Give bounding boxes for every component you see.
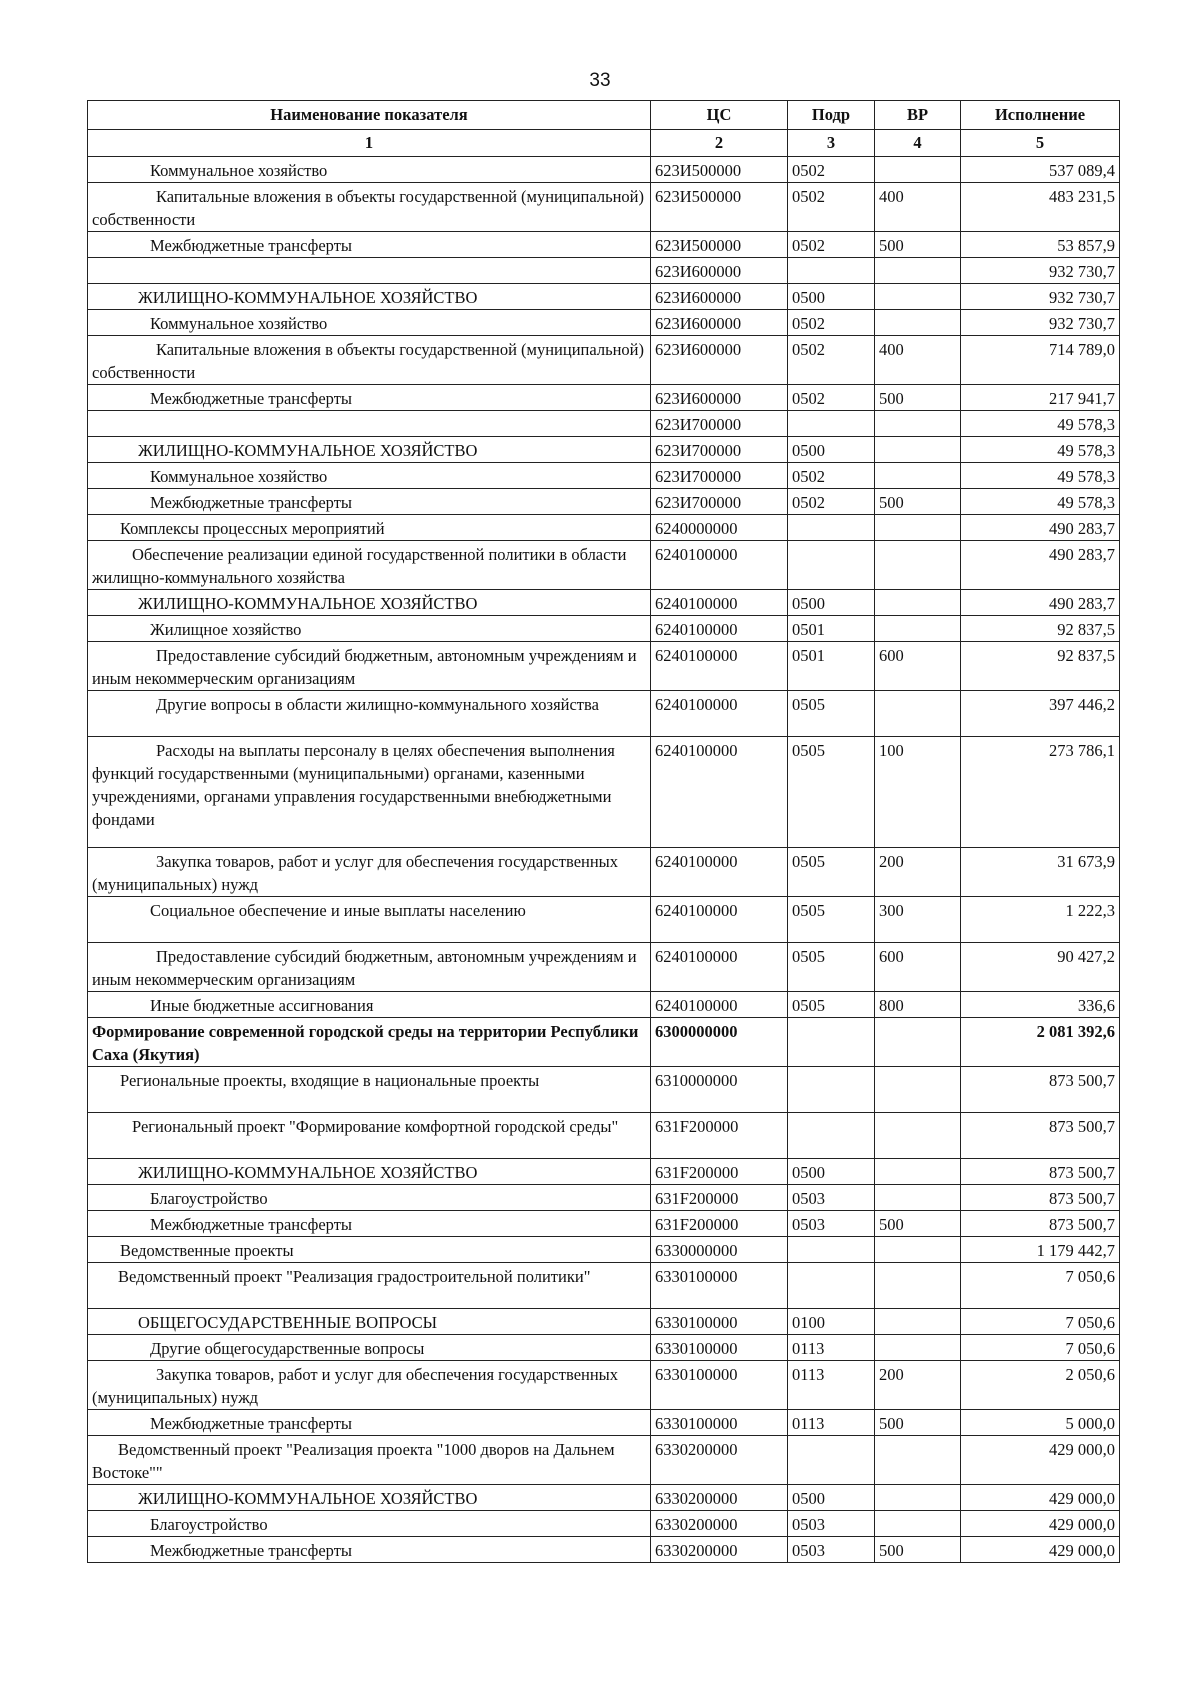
table-row: [88, 1309, 1120, 1335]
row-name-cell: Межбюджетные трансферты: [88, 489, 651, 515]
row-ex-cell: 397 446,2: [961, 691, 1120, 737]
row-name-cell: Другие общегосударственные вопросы: [88, 1335, 651, 1361]
table-row: [88, 385, 1120, 411]
row-pod-cell: 0502: [788, 463, 875, 489]
row-name-cell: Другие вопросы в области жилищно-коммунального хозяйства: [88, 691, 651, 737]
row-cs-cell: 631F200000: [651, 1185, 788, 1211]
row-name-cell: [88, 258, 651, 284]
table-row: [88, 1159, 1120, 1185]
row-vr-cell: [875, 590, 961, 616]
row-vr-cell: [875, 1485, 961, 1511]
row-cs-cell: 631F200000: [651, 1211, 788, 1237]
row-cs-cell: 6240000000: [651, 515, 788, 541]
row-cs-cell: 6330100000: [651, 1309, 788, 1335]
row-ex-cell: 932 730,7: [961, 258, 1120, 284]
table-row: [88, 590, 1120, 616]
row-pod-cell: 0502: [788, 310, 875, 336]
row-ex-cell: 49 578,3: [961, 411, 1120, 437]
row-ex-cell: 873 500,7: [961, 1113, 1120, 1159]
row-name-cell: Капитальные вложения в объекты государственной (муниципальной) собственности: [88, 183, 651, 232]
row-ex-cell: 429 000,0: [961, 1511, 1120, 1537]
table-row: [88, 489, 1120, 515]
table-row: [88, 1263, 1120, 1309]
row-cs-cell: 6330200000: [651, 1436, 788, 1485]
header-num-4: 4: [875, 130, 961, 157]
row-cs-cell: 623И700000: [651, 411, 788, 437]
row-pod-cell: 0505: [788, 943, 875, 992]
row-pod-cell: [788, 1018, 875, 1067]
row-cs-cell: 6240100000: [651, 541, 788, 590]
row-name-cell: Формирование современной городской среды на территории Республики Саха (Якутия): [88, 1018, 651, 1067]
row-ex-cell: 873 500,7: [961, 1185, 1120, 1211]
row-pod-cell: 0113: [788, 1361, 875, 1410]
row-pod-cell: 0503: [788, 1211, 875, 1237]
row-ex-cell: 53 857,9: [961, 232, 1120, 258]
row-pod-cell: 0502: [788, 385, 875, 411]
row-name-cell: Благоустройство: [88, 1185, 651, 1211]
row-pod-cell: [788, 515, 875, 541]
table-row: [88, 1485, 1120, 1511]
row-name-cell: Социальное обеспечение и иные выплаты населению: [88, 897, 651, 943]
row-ex-cell: 714 789,0: [961, 336, 1120, 385]
row-pod-cell: 0100: [788, 1309, 875, 1335]
row-pod-cell: 0113: [788, 1335, 875, 1361]
row-ex-cell: 429 000,0: [961, 1537, 1120, 1563]
row-ex-cell: 90 427,2: [961, 943, 1120, 992]
row-name-cell: Закупка товаров, работ и услуг для обеспечения государственных (муниципальных) нужд: [88, 848, 651, 897]
table-row: [88, 515, 1120, 541]
row-cs-cell: 631F200000: [651, 1113, 788, 1159]
row-pod-cell: 0505: [788, 848, 875, 897]
header-pod: Подр: [788, 101, 875, 130]
row-name-cell: Межбюджетные трансферты: [88, 232, 651, 258]
row-vr-cell: 200: [875, 1361, 961, 1410]
row-vr-cell: 400: [875, 183, 961, 232]
row-ex-cell: 490 283,7: [961, 515, 1120, 541]
table-row: [88, 284, 1120, 310]
row-cs-cell: 6330200000: [651, 1485, 788, 1511]
table-row: [88, 642, 1120, 691]
row-ex-cell: 429 000,0: [961, 1485, 1120, 1511]
row-name-cell: Коммунальное хозяйство: [88, 310, 651, 336]
row-ex-cell: 2 081 392,6: [961, 1018, 1120, 1067]
row-name-cell: Ведомственный проект "Реализация градостроительной политики": [88, 1263, 651, 1309]
row-vr-cell: 500: [875, 385, 961, 411]
table-row: [88, 1067, 1120, 1113]
row-pod-cell: 0505: [788, 992, 875, 1018]
row-cs-cell: 623И600000: [651, 336, 788, 385]
row-vr-cell: 200: [875, 848, 961, 897]
row-vr-cell: [875, 1018, 961, 1067]
row-cs-cell: 6240100000: [651, 590, 788, 616]
row-pod-cell: 0500: [788, 284, 875, 310]
row-pod-cell: [788, 258, 875, 284]
row-vr-cell: [875, 463, 961, 489]
table-row: [88, 183, 1120, 232]
table-row: [88, 943, 1120, 992]
table-row: [88, 737, 1120, 848]
row-pod-cell: 0502: [788, 183, 875, 232]
row-pod-cell: [788, 411, 875, 437]
row-name-cell: Обеспечение реализации единой государственной политики в области жилищно-коммунального хозяйства: [88, 541, 651, 590]
row-vr-cell: [875, 691, 961, 737]
header-num-2: 2: [651, 130, 788, 157]
row-cs-cell: 6240100000: [651, 943, 788, 992]
row-pod-cell: 0500: [788, 590, 875, 616]
row-vr-cell: 500: [875, 1410, 961, 1436]
table-row: [88, 1436, 1120, 1485]
row-ex-cell: 1 179 442,7: [961, 1237, 1120, 1263]
row-cs-cell: 6240100000: [651, 992, 788, 1018]
header-name: Наименование показателя: [88, 101, 651, 130]
row-cs-cell: 6330200000: [651, 1537, 788, 1563]
table-row: [88, 232, 1120, 258]
row-pod-cell: 0502: [788, 336, 875, 385]
row-pod-cell: 0503: [788, 1537, 875, 1563]
row-ex-cell: 483 231,5: [961, 183, 1120, 232]
row-name-cell: Благоустройство: [88, 1511, 651, 1537]
row-ex-cell: 49 578,3: [961, 489, 1120, 515]
row-ex-cell: 92 837,5: [961, 616, 1120, 642]
table-body: [88, 157, 1120, 1563]
row-vr-cell: 500: [875, 1537, 961, 1563]
row-name-cell: ЖИЛИЩНО-КОММУНАЛЬНОЕ ХОЗЯЙСТВО: [88, 437, 651, 463]
row-name-cell: Межбюджетные трансферты: [88, 385, 651, 411]
row-pod-cell: 0503: [788, 1185, 875, 1211]
row-ex-cell: 49 578,3: [961, 463, 1120, 489]
row-name-cell: Расходы на выплаты персоналу в целях обеспечения выполнения функций государственными (муниципальными) органами, казенными учреждениями, органами управления государственными внебюджетными фондами: [88, 737, 651, 848]
row-cs-cell: 6240100000: [651, 897, 788, 943]
row-cs-cell: 6310000000: [651, 1067, 788, 1113]
table-row: [88, 157, 1120, 183]
row-pod-cell: 0501: [788, 616, 875, 642]
row-pod-cell: 0501: [788, 642, 875, 691]
table-row: [88, 848, 1120, 897]
header-cs: ЦС: [651, 101, 788, 130]
row-vr-cell: 400: [875, 336, 961, 385]
table-row: [88, 1211, 1120, 1237]
budget-table: [87, 100, 1120, 1563]
row-ex-cell: 49 578,3: [961, 437, 1120, 463]
row-vr-cell: [875, 310, 961, 336]
row-ex-cell: 5 000,0: [961, 1410, 1120, 1436]
row-cs-cell: 623И700000: [651, 437, 788, 463]
header-num-5: 5: [961, 130, 1120, 157]
table-row: [88, 411, 1120, 437]
row-ex-cell: 2 050,6: [961, 1361, 1120, 1410]
row-pod-cell: [788, 1067, 875, 1113]
row-name-cell: ЖИЛИЩНО-КОММУНАЛЬНОЕ ХОЗЯЙСТВО: [88, 1485, 651, 1511]
row-name-cell: Комплексы процессных мероприятий: [88, 515, 651, 541]
row-pod-cell: 0503: [788, 1511, 875, 1537]
row-name-cell: Закупка товаров, работ и услуг для обеспечения государственных (муниципальных) нужд: [88, 1361, 651, 1410]
row-cs-cell: 6330100000: [651, 1263, 788, 1309]
row-cs-cell: 6240100000: [651, 737, 788, 848]
table-row: [88, 616, 1120, 642]
row-name-cell: ЖИЛИЩНО-КОММУНАЛЬНОЕ ХОЗЯЙСТВО: [88, 590, 651, 616]
row-ex-cell: 7 050,6: [961, 1309, 1120, 1335]
table-row: [88, 1185, 1120, 1211]
row-pod-cell: 0505: [788, 691, 875, 737]
row-ex-cell: 92 837,5: [961, 642, 1120, 691]
row-vr-cell: [875, 541, 961, 590]
row-vr-cell: 600: [875, 943, 961, 992]
row-ex-cell: 7 050,6: [961, 1263, 1120, 1309]
header-vr: ВР: [875, 101, 961, 130]
table-row: [88, 1113, 1120, 1159]
row-ex-cell: 490 283,7: [961, 590, 1120, 616]
row-name-cell: ОБЩЕГОСУДАРСТВЕННЫЕ ВОПРОСЫ: [88, 1309, 651, 1335]
row-vr-cell: [875, 284, 961, 310]
row-vr-cell: 500: [875, 1211, 961, 1237]
row-cs-cell: 623И600000: [651, 284, 788, 310]
row-cs-cell: 623И600000: [651, 310, 788, 336]
row-cs-cell: 623И600000: [651, 258, 788, 284]
table-row: [88, 437, 1120, 463]
row-name-cell: Жилищное хозяйство: [88, 616, 651, 642]
row-vr-cell: 500: [875, 489, 961, 515]
row-vr-cell: [875, 1436, 961, 1485]
row-name-cell: Иные бюджетные ассигнования: [88, 992, 651, 1018]
table-row: [88, 1410, 1120, 1436]
row-name-cell: Коммунальное хозяйство: [88, 157, 651, 183]
row-vr-cell: [875, 1159, 961, 1185]
row-pod-cell: 0505: [788, 737, 875, 848]
row-cs-cell: 631F200000: [651, 1159, 788, 1185]
row-pod-cell: 0505: [788, 897, 875, 943]
row-vr-cell: [875, 1335, 961, 1361]
row-vr-cell: [875, 1511, 961, 1537]
row-name-cell: Межбюджетные трансферты: [88, 1410, 651, 1436]
row-cs-cell: 6330000000: [651, 1237, 788, 1263]
row-cs-cell: 623И700000: [651, 463, 788, 489]
header-ex: Исполнение: [961, 101, 1120, 130]
row-ex-cell: 932 730,7: [961, 310, 1120, 336]
row-pod-cell: 0502: [788, 232, 875, 258]
row-ex-cell: 336,6: [961, 992, 1120, 1018]
table-row: [88, 310, 1120, 336]
row-vr-cell: [875, 1263, 961, 1309]
page-number: 33: [589, 70, 611, 91]
row-pod-cell: [788, 541, 875, 590]
row-cs-cell: 6240100000: [651, 848, 788, 897]
row-name-cell: Межбюджетные трансферты: [88, 1537, 651, 1563]
row-pod-cell: 0502: [788, 489, 875, 515]
row-name-cell: ЖИЛИЩНО-КОММУНАЛЬНОЕ ХОЗЯЙСТВО: [88, 284, 651, 310]
row-vr-cell: 600: [875, 642, 961, 691]
table-row: [88, 1335, 1120, 1361]
row-pod-cell: 0500: [788, 1159, 875, 1185]
row-vr-cell: [875, 616, 961, 642]
row-cs-cell: 6240100000: [651, 691, 788, 737]
row-name-cell: Капитальные вложения в объекты государственной (муниципальной) собственности: [88, 336, 651, 385]
table-row: [88, 992, 1120, 1018]
row-cs-cell: 623И500000: [651, 157, 788, 183]
row-name-cell: Региональный проект "Формирование комфортной городской среды": [88, 1113, 651, 1159]
table-header: [88, 101, 1120, 157]
row-name-cell: ЖИЛИЩНО-КОММУНАЛЬНОЕ ХОЗЯЙСТВО: [88, 1159, 651, 1185]
row-vr-cell: [875, 437, 961, 463]
row-name-cell: [88, 411, 651, 437]
row-ex-cell: 873 500,7: [961, 1159, 1120, 1185]
row-cs-cell: 6330200000: [651, 1511, 788, 1537]
row-pod-cell: [788, 1237, 875, 1263]
row-ex-cell: 537 089,4: [961, 157, 1120, 183]
row-name-cell: Ведомственный проект "Реализация проекта "1000 дворов на Дальнем Востоке"": [88, 1436, 651, 1485]
row-ex-cell: 429 000,0: [961, 1436, 1120, 1485]
row-vr-cell: 300: [875, 897, 961, 943]
table-row: [88, 1237, 1120, 1263]
row-pod-cell: 0113: [788, 1410, 875, 1436]
row-pod-cell: [788, 1263, 875, 1309]
row-vr-cell: [875, 157, 961, 183]
row-name-cell: Региональные проекты, входящие в национальные проекты: [88, 1067, 651, 1113]
row-ex-cell: 490 283,7: [961, 541, 1120, 590]
row-vr-cell: 500: [875, 232, 961, 258]
table-row: [88, 336, 1120, 385]
table-row: [88, 1511, 1120, 1537]
row-vr-cell: [875, 1185, 961, 1211]
row-ex-cell: 217 941,7: [961, 385, 1120, 411]
row-cs-cell: 6330100000: [651, 1361, 788, 1410]
header-num-1: 1: [88, 130, 651, 157]
table-row: [88, 691, 1120, 737]
table-row: [88, 463, 1120, 489]
table-row: [88, 1018, 1120, 1067]
table-row: [88, 897, 1120, 943]
row-ex-cell: 31 673,9: [961, 848, 1120, 897]
row-name-cell: Межбюджетные трансферты: [88, 1211, 651, 1237]
row-vr-cell: [875, 1237, 961, 1263]
row-vr-cell: [875, 1067, 961, 1113]
table-row: [88, 1361, 1120, 1410]
row-vr-cell: [875, 1309, 961, 1335]
table-row: [88, 1537, 1120, 1563]
row-vr-cell: [875, 411, 961, 437]
row-cs-cell: 6300000000: [651, 1018, 788, 1067]
row-ex-cell: 1 222,3: [961, 897, 1120, 943]
row-pod-cell: 0500: [788, 437, 875, 463]
row-pod-cell: 0502: [788, 157, 875, 183]
row-vr-cell: 100: [875, 737, 961, 848]
row-pod-cell: [788, 1113, 875, 1159]
row-pod-cell: [788, 1436, 875, 1485]
row-ex-cell: 7 050,6: [961, 1335, 1120, 1361]
row-name-cell: Предоставление субсидий бюджетным, автономным учреждениям и иным некоммерческим организациям: [88, 642, 651, 691]
row-ex-cell: 873 500,7: [961, 1067, 1120, 1113]
row-pod-cell: 0500: [788, 1485, 875, 1511]
row-cs-cell: 6330100000: [651, 1410, 788, 1436]
row-cs-cell: 623И500000: [651, 183, 788, 232]
row-cs-cell: 6330100000: [651, 1335, 788, 1361]
row-cs-cell: 6240100000: [651, 616, 788, 642]
row-vr-cell: [875, 1113, 961, 1159]
row-ex-cell: 873 500,7: [961, 1211, 1120, 1237]
table-row: [88, 541, 1120, 590]
row-ex-cell: 932 730,7: [961, 284, 1120, 310]
row-ex-cell: 273 786,1: [961, 737, 1120, 848]
row-name-cell: Ведомственные проекты: [88, 1237, 651, 1263]
row-vr-cell: [875, 258, 961, 284]
row-cs-cell: 623И500000: [651, 232, 788, 258]
row-cs-cell: 623И600000: [651, 385, 788, 411]
row-vr-cell: 800: [875, 992, 961, 1018]
header-num-3: 3: [788, 130, 875, 157]
row-cs-cell: 623И700000: [651, 489, 788, 515]
table-row: [88, 258, 1120, 284]
row-cs-cell: 6240100000: [651, 642, 788, 691]
row-name-cell: Коммунальное хозяйство: [88, 463, 651, 489]
row-vr-cell: [875, 515, 961, 541]
row-name-cell: Предоставление субсидий бюджетным, автономным учреждениям и иным некоммерческим организациям: [88, 943, 651, 992]
